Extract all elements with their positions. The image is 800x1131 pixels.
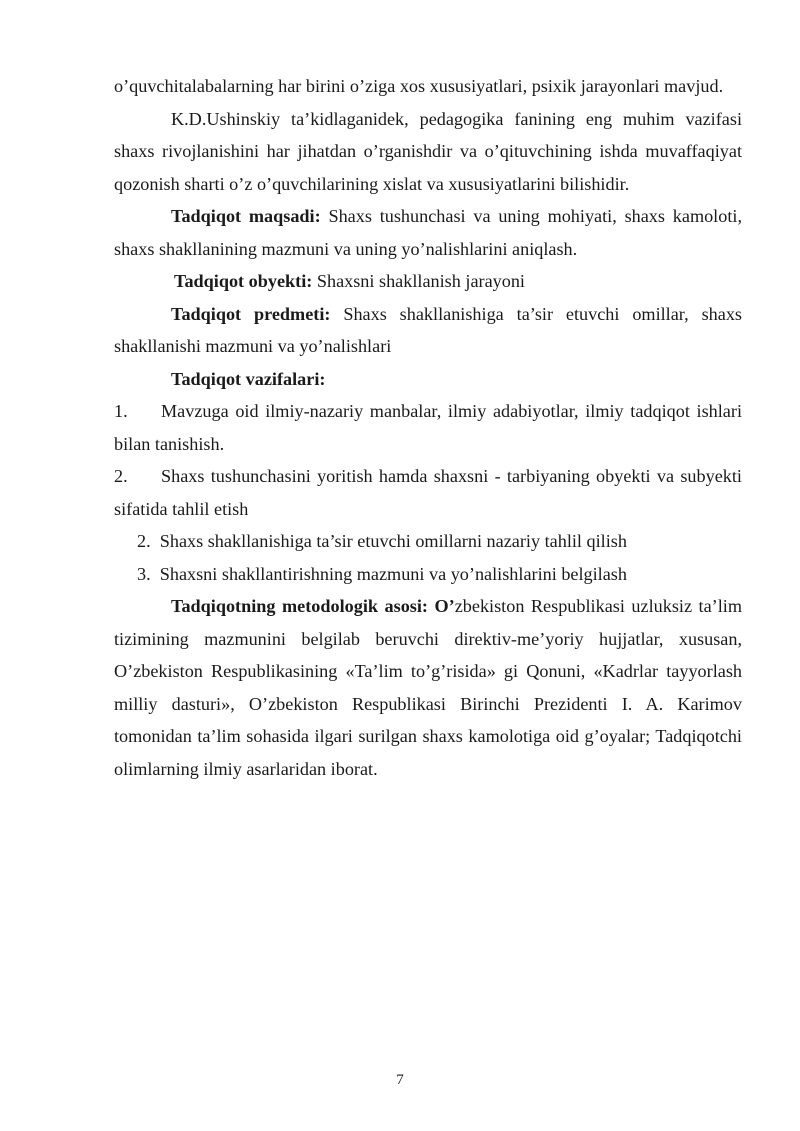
task-sub-item <box>137 525 742 558</box>
task-sub-text: Shaxs shakllanishiga ta’sir etuvchi omillarni nazariy tahlil qilish <box>159 531 627 551</box>
task-number: 1. <box>114 401 128 421</box>
task-sub-list <box>114 525 742 590</box>
methodology-paragraph <box>114 590 742 785</box>
task-list-item <box>114 460 742 525</box>
task-number: 2. <box>114 466 128 486</box>
methodology-label: Tadqiqotning metodologik asosi: O’ <box>171 596 455 616</box>
body-text <box>114 70 742 785</box>
methodology-text: zbekiston Respublikasi uzluksiz ta’lim tizimining mazmunini belgilab beruvchi direktiv-me’yoriy hujjatlar, xususan, O’zbekiston Respublikasining «Ta’lim to’g’risida» gi Qonuni, «Kadrlar tayyorlash milliy dasturi», O’zbekiston Respublikasi Birinchi Prezidenti I. A. Karimov tomonidan ta’lim sohasida ilgari surilgan shaxs kamolotiga oid g’oyalar; Tadqiqotchi olimlarning ilmiy asarlaridan iborat. <box>114 596 742 779</box>
task-sub-number: 2. <box>137 531 151 551</box>
ushinskiy-paragraph: K.D.Ushinskiy ta’kidlaganidek, pedagogika fanining eng muhim vazifasi shaxs rivojlanishini har jihatdan o’rganishdir va o’qituvchining ishda muvaffaqiyat qozonish sharti o’z o’quvchilarining xislat va xususiyatlarini bilishidir. <box>114 108 742 194</box>
research-subject-paragraph <box>114 298 742 363</box>
research-object-text: Shaxsni shakllanish jarayoni <box>312 271 525 291</box>
task-sub-item <box>137 558 742 591</box>
task-text: Shaxs tushunchasini yoritish hamda shaxsni - tarbiyaning obyekti va subyekti sifatida tahlil etish <box>114 466 742 519</box>
task-list-item <box>114 395 742 460</box>
research-tasks-label: Tadqiqot vazifalari: <box>171 368 326 389</box>
research-object-paragraph <box>114 265 742 298</box>
research-goal-label: Tadqiqot maqsadi: <box>171 206 321 226</box>
page-number: 7 <box>396 1072 404 1088</box>
research-tasks-heading <box>114 363 742 396</box>
research-goal-text: Shaxs tushunchasi va uning mohiyati, shaxs kamoloti, shaxs shakllanining mazmuni va uning yo’nalishlarini aniqlash. <box>114 206 742 259</box>
task-text: Mavzuga oid ilmiy-nazariy manbalar, ilmiy adabiyotlar, ilmiy tadqiqot ishlari bilan tanishish. <box>114 401 742 454</box>
research-subject-text: Shaxs shakllanishiga ta’sir etuvchi omillar, shaxs shakllanishi mazmuni va yo’nalishlari <box>114 303 742 356</box>
intro-paragraph: o’quvchitalabalarning har birini o’ziga xos xususiyatlari, psixik jarayonlari mavjud. <box>114 76 724 96</box>
research-goal-paragraph <box>114 200 742 265</box>
task-sub-text: Shaxsni shakllantirishning mazmuni va yo’nalishlarini belgilash <box>159 563 627 584</box>
research-object-label: Tadqiqot obyekti: <box>174 271 313 291</box>
task-sub-number: 3. <box>137 563 151 584</box>
research-subject-label: Tadqiqot predmeti: <box>171 303 331 324</box>
